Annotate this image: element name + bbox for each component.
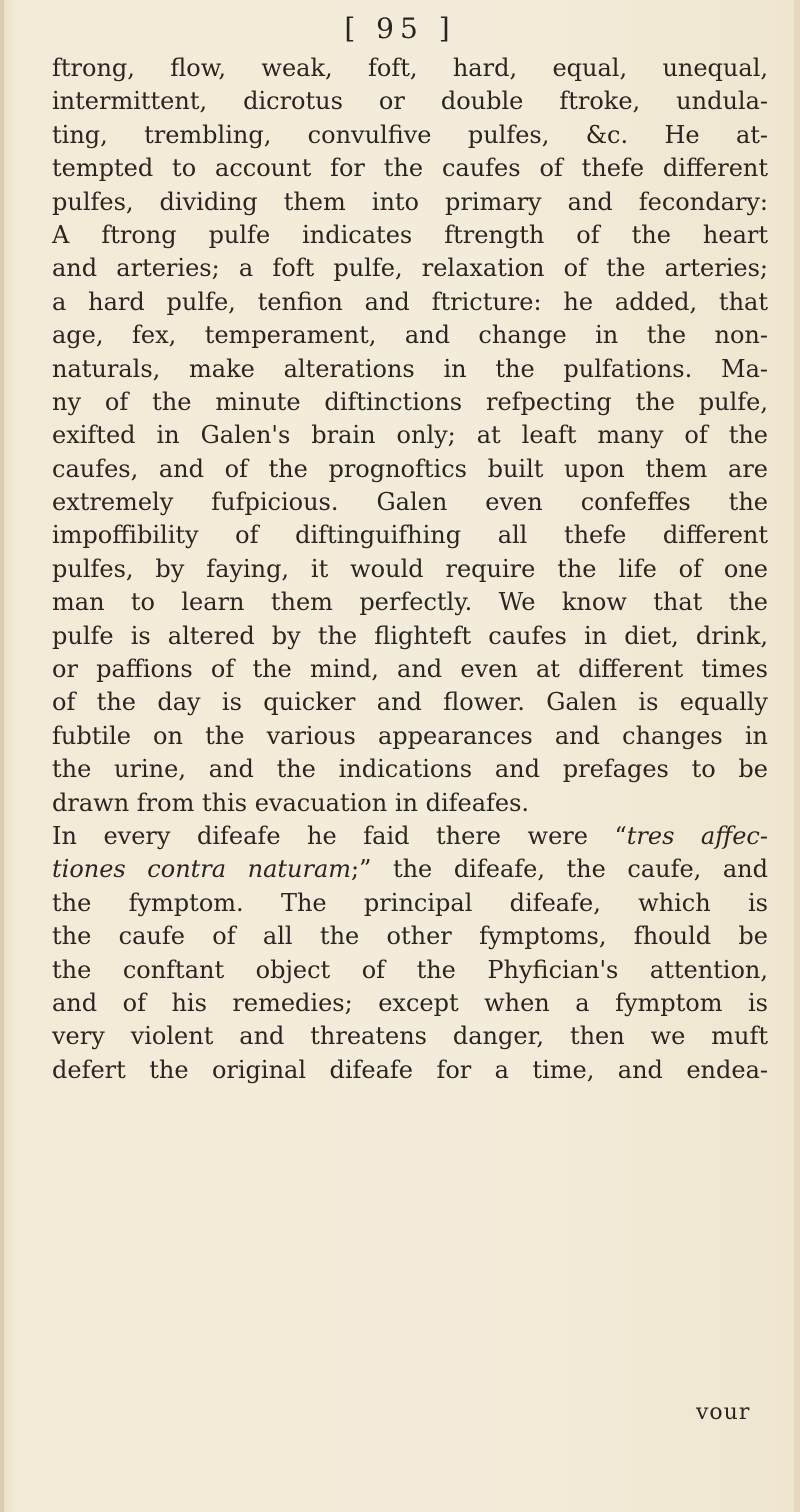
paragraph-lead: In every difeafe he faid there were “ bbox=[52, 821, 627, 850]
text-line: a hard pulfe, tenfion and ftricture: he added, that bbox=[52, 287, 768, 316]
text-line: man to learn them perfectly. We know that the bbox=[52, 588, 768, 617]
text-line: or paffions of the mind, and even at different times bbox=[52, 655, 768, 684]
text-line: pulfe is altered by the flighteft caufes in diet, drink, bbox=[52, 621, 768, 650]
latin-phrase: tiones contra naturam bbox=[52, 855, 352, 884]
text-line: very violent and threatens danger, then we muft bbox=[52, 1022, 768, 1051]
text-line: exifted in Galen's brain only; at leaft many of the bbox=[52, 421, 768, 450]
page-spine-shadow bbox=[0, 0, 4, 1512]
text-line: extremely fufpicious. Galen even confeffes the bbox=[52, 488, 768, 517]
text-line: pulfes, dividing them into primary and fecondary: bbox=[52, 187, 768, 216]
text-line: and of his remedies; except when a fymptom is bbox=[52, 988, 768, 1017]
text-line: age, fex, temperament, and change in the non- bbox=[52, 321, 768, 350]
text-line: ting, trembling, convulfive pulfes, &c. He at- bbox=[52, 120, 768, 149]
text-line: the fymptom. The principal difeafe, which is bbox=[52, 888, 768, 917]
page-header: [ 95 ] bbox=[344, 12, 456, 45]
text-line-paragraph-start bbox=[52, 820, 768, 853]
catchword: vour bbox=[696, 1400, 751, 1425]
text-line: intermittent, dicrotus or double ftroke, undula- bbox=[52, 87, 768, 116]
text-line: defert the original difeafe for a time, and endea- bbox=[52, 1055, 768, 1084]
text-line: the urine, and the indications and prefages to be bbox=[52, 755, 768, 784]
text-line: naturals, make alterations in the pulfations. Ma- bbox=[52, 354, 768, 383]
text-line: ny of the minute diftinctions refpecting the pulfe, bbox=[52, 387, 768, 416]
text-line: of the day is quicker and flower. Galen is equally bbox=[52, 688, 768, 717]
text-line: fubtile on the various appearances and changes in bbox=[52, 721, 768, 750]
body-text bbox=[52, 52, 768, 1087]
text-line: impoffibility of diftinguifhing all thefe different bbox=[52, 521, 768, 550]
latin-phrase: tres affec- bbox=[626, 821, 768, 850]
text-line: and arteries; a foft pulfe, relaxation of the arteries; bbox=[52, 254, 768, 283]
text-line: the caufe of all the other fymptoms, fhould be bbox=[52, 922, 768, 951]
text-line: the conftant object of the Phyfician's attention, bbox=[52, 955, 768, 984]
text-line: ftrong, flow, weak, foft, hard, equal, unequal, bbox=[52, 54, 768, 82]
page-right-edge bbox=[794, 0, 800, 1512]
text-line: tiones contra naturam;” the difeafe, the caufe, and bbox=[52, 855, 768, 884]
text-line: tempted to account for the caufes of thefe different bbox=[52, 154, 768, 183]
text-line: A ftrong pulfe indicates ftrength of the heart bbox=[52, 220, 768, 249]
text-line: pulfes, by faying, it would require the life of one bbox=[52, 554, 768, 583]
text-line: drawn from this evacuation in difeafes. bbox=[52, 788, 530, 817]
text-line: caufes, and of the prognoftics built upon them are bbox=[52, 454, 768, 483]
